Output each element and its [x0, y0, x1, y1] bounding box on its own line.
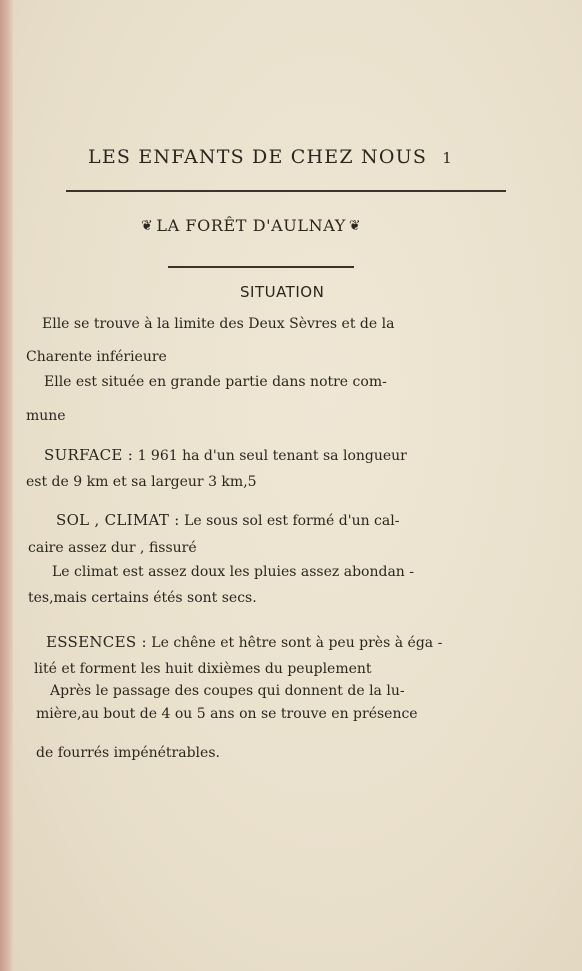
essences-paragraph	[46, 633, 442, 651]
text-line: mune	[26, 408, 66, 424]
text-line: Le chêne et hêtre sont à peu près à éga -	[151, 635, 443, 651]
text-line: caire assez dur , fissuré	[28, 540, 197, 556]
text-line: est de 9 km et sa largeur 3 km,5	[26, 474, 257, 490]
section-heading: SITUATION	[240, 283, 325, 301]
section-rule	[168, 266, 354, 268]
sol-paragraph	[56, 511, 399, 529]
text-line: Charente inférieure	[26, 349, 167, 365]
section-title-text: LA FORÊT D'AULNAY	[156, 216, 346, 235]
section-title	[138, 216, 364, 235]
text-line: Le climat est assez doux les pluies assez abondan -	[52, 564, 414, 580]
text-line: Après le passage des coupes qui donnent de la lu-	[50, 683, 405, 699]
ornament-right-icon: ❦	[348, 218, 362, 234]
book-spine-edge	[0, 0, 13, 971]
text-line: 1 961 ha d'un seul tenant sa longueur	[137, 448, 407, 464]
page-header	[88, 146, 453, 168]
ornament-left-icon: ❦	[141, 218, 154, 234]
header-rule	[66, 190, 506, 192]
text-line: Elle se trouve à la limite des Deux Sèvres et de la	[42, 316, 395, 332]
text-line: de fourrés impénétrables.	[36, 745, 220, 761]
sol-label: SOL , CLIMAT :	[56, 511, 180, 529]
page-number: 1	[442, 149, 454, 167]
surface-label: SURFACE :	[44, 446, 134, 464]
running-title: LES ENFANTS DE CHEZ NOUS	[88, 146, 428, 168]
text-line: tes,mais certains étés sont secs.	[28, 590, 257, 606]
text-line: mière,au bout de 4 ou 5 ans on se trouve en présence	[36, 706, 418, 722]
surface-paragraph	[44, 446, 407, 464]
text-line: lité et forment les huit dixièmes du peuplement	[34, 661, 372, 677]
text-line: Elle est située en grande partie dans notre com-	[44, 374, 387, 390]
text-line: Le sous sol est formé d'un cal-	[184, 513, 400, 529]
essences-label: ESSENCES :	[46, 633, 147, 651]
